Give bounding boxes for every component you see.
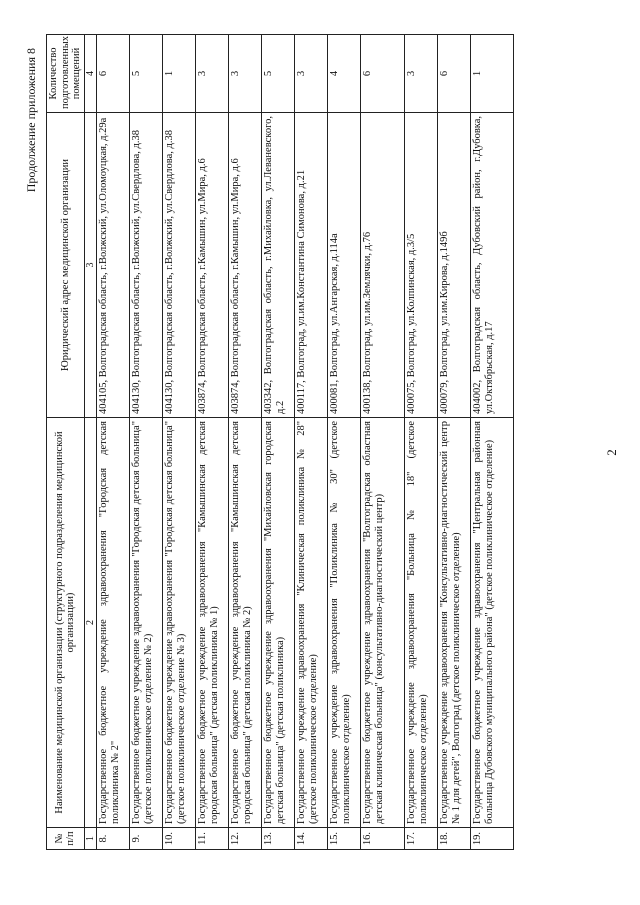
table-row xyxy=(404,35,437,850)
appendix-caption: Продолжение приложения 8 xyxy=(24,48,38,193)
rooms-count: 1 xyxy=(162,35,195,113)
table-row xyxy=(294,35,327,850)
organization-name: Государственное учреждение здравоохранения "Клиническая поликлиника № 28" (детское поликлиническое отделение) xyxy=(294,418,327,828)
table-body xyxy=(96,35,513,850)
organization-name: Государственное бюджетное учреждение здравоохранения "Городская детская поликлиника № 2" xyxy=(96,418,129,828)
legal-address: 400138, Волгоград, ул.им.Землячки, д.76 xyxy=(360,113,404,418)
legal-address: 400075, Волгоград, ул.Колпинская, д.3/5 xyxy=(404,113,437,418)
rooms-count: 6 xyxy=(96,35,129,113)
row-number: 10. xyxy=(162,828,195,850)
row-number: 18. xyxy=(437,828,470,850)
rooms-count: 5 xyxy=(261,35,294,113)
organization-name: Государственное бюджетное учреждение здравоохранения "Городская детская больница" (детское поликлиническое отделение № 3) xyxy=(162,418,195,828)
column-number: 2 xyxy=(84,418,96,828)
rooms-count: 1 xyxy=(470,35,513,113)
rooms-count: 5 xyxy=(129,35,162,113)
legal-address: 403874, Волгоградская область, г.Камышин, ул.Мира, д.6 xyxy=(195,113,228,418)
row-number: 15. xyxy=(327,828,360,850)
row-number: 16. xyxy=(360,828,404,850)
legal-address: 400079, Волгоград, ул.им.Кирова, д.149б xyxy=(437,113,470,418)
table-row xyxy=(96,35,129,850)
header-count: Количество подготовленных помещений xyxy=(47,35,85,113)
organization-name: Государственное бюджетное учреждение здравоохранения "Камышинская детская городская больница" (детская поликлиника № 2) xyxy=(228,418,261,828)
row-number: 13. xyxy=(261,828,294,850)
organization-name: Государственное учреждение здравоохранения "Консультативно-диагностический центр № 1 для детей", Волгоград (детское поликлиническое отделение) xyxy=(437,418,470,828)
legal-address: 400081, Волгоград, ул.Ангарская, д.114а xyxy=(327,113,360,418)
header-no: № п/п xyxy=(47,828,85,850)
legal-address: 404002, Волгоградская область, Дубовский район, г.Дубовка, ул.Октябрьская, д.17 xyxy=(470,113,513,418)
row-number: 17. xyxy=(404,828,437,850)
column-number: 3 xyxy=(84,113,96,418)
column-number: 4 xyxy=(84,35,96,113)
organization-name: Государственное учреждение здравоохранения "Больница № 18" (детское поликлиническое отделение) xyxy=(404,418,437,828)
row-number: 19. xyxy=(470,828,513,850)
legal-address: 400117, Волгоград, ул.им.Константина Симонова, д.21 xyxy=(294,113,327,418)
table-row xyxy=(327,35,360,850)
rooms-count: 3 xyxy=(195,35,228,113)
rooms-count: 6 xyxy=(360,35,404,113)
row-number: 8. xyxy=(96,828,129,850)
organizations-table xyxy=(46,34,514,850)
column-number: 1 xyxy=(84,828,96,850)
column-number-row xyxy=(84,35,96,850)
row-number: 14. xyxy=(294,828,327,850)
rooms-count: 3 xyxy=(228,35,261,113)
header-address: Юридический адрес медицинской организации xyxy=(47,113,85,418)
legal-address: 403342, Волгоградская область, г.Михайловка, ул.Леваневского, д.2 xyxy=(261,113,294,418)
legal-address: 404130, Волгоградская область, г.Волжский, ул.Свердлова, д.38 xyxy=(129,113,162,418)
organization-name: Государственное учреждение здравоохранения "Поликлиника № 30" (детское поликлиническое отделение) xyxy=(327,418,360,828)
header-name: Наименование медицинской организации (структурного подразделения медицинской организации) xyxy=(47,418,85,828)
table-row xyxy=(261,35,294,850)
rooms-count: 3 xyxy=(294,35,327,113)
table-row xyxy=(162,35,195,850)
organization-name: Государственное бюджетное учреждение здравоохранения "Михайловская городская детская больница" (детская поликлиника) xyxy=(261,418,294,828)
row-number: 12. xyxy=(228,828,261,850)
table-row xyxy=(470,35,513,850)
rooms-count: 3 xyxy=(404,35,437,113)
page-number: 2 xyxy=(604,449,619,456)
row-number: 9. xyxy=(129,828,162,850)
legal-address: 404130, Волгоградская область, г.Волжский, ул.Свердлова, д.38 xyxy=(162,113,195,418)
rooms-count: 6 xyxy=(437,35,470,113)
legal-address: 404105, Волгоградская область, г.Волжский, ул.Оломоуцкая, д.29а xyxy=(96,113,129,418)
table-row xyxy=(195,35,228,850)
organization-name: Государственное бюджетное учреждение здравоохранения "Волгоградская областная детская клиническая больница" (консультативно-диагностический центр) xyxy=(360,418,404,828)
organization-name: Государственное бюджетное учреждение здравоохранения "Камышинская детская городская больница" (детская поликлиника № 1) xyxy=(195,418,228,828)
table-row xyxy=(437,35,470,850)
row-number: 11. xyxy=(195,828,228,850)
organization-name: Государственное бюджетное учреждение здравоохранения "Центральная районная больница Дубовского муниципального района" (детское поликлиническое отделение) xyxy=(470,418,513,828)
legal-address: 403874, Волгоградская область, г.Камышин, ул.Мира, д.6 xyxy=(228,113,261,418)
organization-name: Государственное бюджетное учреждение здравоохранения "Городская детская больница" (детское поликлиническое отделение № 2) xyxy=(129,418,162,828)
table-row xyxy=(129,35,162,850)
table-row xyxy=(360,35,404,850)
table-header-row xyxy=(47,35,85,850)
rooms-count: 4 xyxy=(327,35,360,113)
table-row xyxy=(228,35,261,850)
